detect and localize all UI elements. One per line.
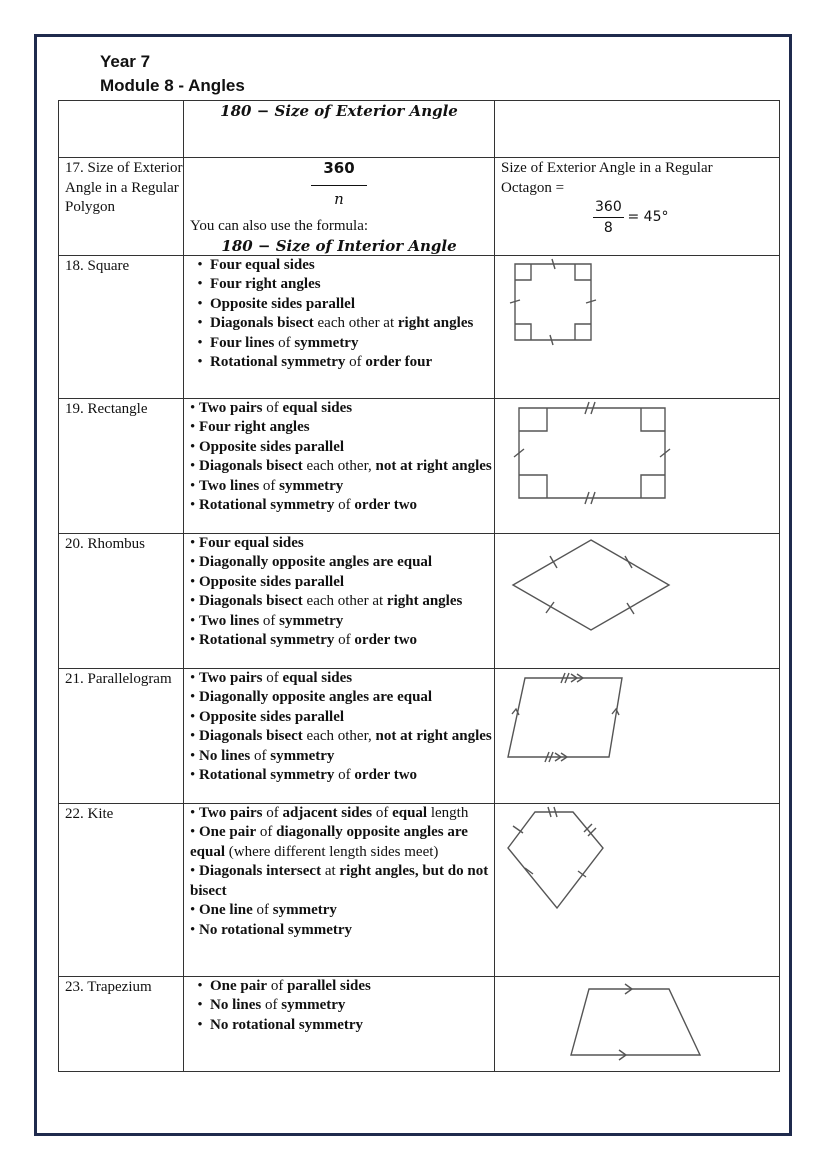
diagram-cell — [495, 803, 780, 976]
bullet-icon: • — [197, 997, 203, 1013]
fraction-numerator: 360 — [311, 159, 366, 186]
list-item: • Diagonally opposite angles are equal — [190, 554, 433, 570]
example-denominator: 8 — [603, 220, 613, 236]
definition-cell — [184, 255, 495, 398]
list-item: • No rotational symmetry — [184, 1016, 494, 1036]
diagram-cell — [495, 255, 780, 398]
list-item: • Opposite sides parallel — [190, 708, 345, 725]
definition-cell — [184, 668, 495, 803]
list-item: • Two pairs of equal sides — [190, 669, 353, 686]
formula-fraction — [311, 159, 366, 209]
diagram-cell — [495, 668, 780, 803]
list-item: • Diagonals bisect each other at right angles — [190, 593, 463, 609]
list-item: • One pair of parallel sides — [184, 977, 494, 997]
term-cell: 21. Parallelogram — [59, 668, 184, 803]
example-result: = 45° — [627, 208, 669, 225]
bullet-icon: • — [197, 276, 203, 292]
list-item: • One line of symmetry — [190, 902, 337, 918]
bullet-icon: • — [197, 1016, 203, 1033]
list-item: • Rotational symmetry of order two — [190, 767, 418, 783]
list-item: • Diagonally opposite angles are equal — [190, 689, 433, 705]
bullet-icon: • — [197, 295, 203, 312]
term-cell: 18. Square — [59, 255, 184, 398]
parallelogram-diagram — [495, 669, 779, 803]
bullet-icon: • — [197, 256, 203, 273]
rhombus-diagram — [495, 534, 779, 668]
list-item: • No lines of symmetry — [190, 747, 335, 764]
list-item: • Four equal sides — [184, 256, 494, 276]
list-item: • No lines of symmetry — [184, 996, 494, 1016]
list-item: • Two pairs of equal sides — [190, 399, 353, 416]
module-heading: Module 8 - Angles — [100, 76, 245, 95]
list-item: • Two lines of symmetry — [190, 477, 344, 494]
diagram-cell — [495, 398, 780, 533]
interior-formula: 180 − Size of Interior Angle — [221, 236, 457, 255]
list-item: • Diagonals bisect each other, not at right angles — [190, 458, 492, 474]
definition-cell — [184, 976, 495, 1071]
term-cell: 20. Rhombus — [59, 533, 184, 668]
list-item: • Opposite sides parallel — [190, 573, 345, 590]
table-row — [59, 533, 780, 668]
definition-cell — [184, 803, 495, 976]
also-text: You can also use the formula: — [190, 218, 369, 234]
list-item: • Rotational symmetry of order two — [190, 497, 418, 513]
fraction-denominator: n — [334, 189, 344, 208]
rectangle-diagram — [495, 399, 779, 533]
exterior-formula: 180 − Size of Exterior Angle — [220, 102, 458, 120]
angles-table — [58, 100, 780, 1072]
example-text: Size of Exterior Angle in a Regular Octagon = — [501, 160, 713, 196]
list-item: • Rotational symmetry of order four — [184, 353, 494, 373]
definition-cell — [184, 398, 495, 533]
bullet-icon: • — [197, 334, 203, 351]
example-cell — [495, 158, 780, 256]
square-diagram — [495, 256, 779, 398]
definition-cell — [184, 158, 495, 256]
kite-diagram — [495, 804, 779, 976]
list-item: • Diagonals intersect at right angles, but do not bisect — [190, 863, 489, 899]
list-item: • No rotational symmetry — [190, 921, 353, 938]
year-heading: Year 7 — [100, 52, 151, 71]
term-cell: 23. Trapezium — [59, 976, 184, 1071]
list-item: • Four right angles — [190, 419, 310, 435]
list-item: • Four right angles — [184, 275, 494, 295]
list-item: • Four lines of symmetry — [184, 334, 494, 354]
list-item: • Rotational symmetry of order two — [190, 632, 418, 648]
definition-cell — [184, 101, 495, 158]
example-numerator: 360 — [593, 199, 624, 218]
table-row — [59, 398, 780, 533]
trapezium-diagram — [495, 977, 779, 1071]
term-cell: 22. Kite — [59, 803, 184, 976]
list-item: • Opposite sides parallel — [190, 438, 345, 455]
term-cell: 19. Rectangle — [59, 398, 184, 533]
table-row — [59, 158, 780, 256]
table-row — [59, 101, 780, 158]
table-row — [59, 255, 780, 398]
list-item: • Opposite sides parallel — [184, 295, 494, 315]
bullet-icon: • — [197, 977, 203, 994]
example-fraction — [593, 199, 624, 236]
list-item: • Diagonals bisect each other at right angles — [184, 314, 494, 334]
bullet-icon: • — [197, 315, 203, 331]
list-item: • Two pairs of adjacent sides of equal length — [190, 804, 469, 821]
list-item: • Diagonals bisect each other, not at right angles — [190, 728, 492, 744]
example-cell — [495, 101, 780, 158]
table-row — [59, 803, 780, 976]
diagram-cell — [495, 976, 780, 1071]
bullet-icon: • — [197, 354, 203, 370]
table-row — [59, 668, 780, 803]
table-row — [59, 976, 780, 1071]
list-item: • Two lines of symmetry — [190, 612, 344, 629]
list-item: • Four equal sides — [190, 534, 304, 551]
list-item: • One pair of diagonally opposite angles are equal (where different length sides meet) — [190, 824, 468, 860]
diagram-cell — [495, 533, 780, 668]
term-cell — [59, 101, 184, 158]
term-cell: 17. Size of Exterior Angle in a Regular Polygon — [59, 158, 184, 256]
definition-cell — [184, 533, 495, 668]
